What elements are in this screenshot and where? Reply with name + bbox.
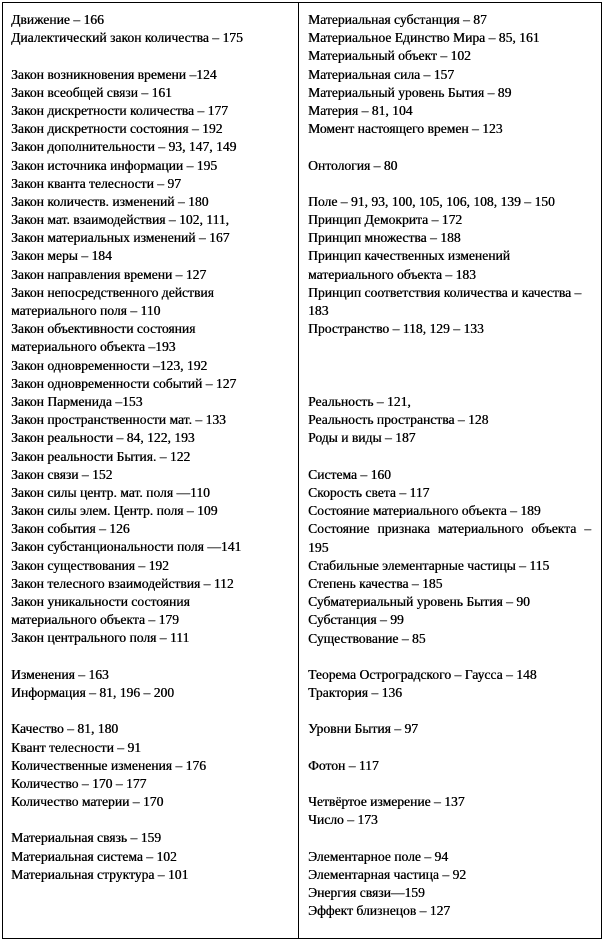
- index-entry: Материальная сила – 157: [308, 66, 455, 82]
- index-entry: Роды и виды – 187: [308, 430, 416, 446]
- index-entry: Степень качества – 185: [308, 575, 443, 591]
- index-entry: Субматериальный уровень Бытия – 90: [308, 594, 530, 610]
- index-entry: Принцип качественных изменений материального объекта – 183: [308, 248, 510, 282]
- index-group-e: [308, 848, 591, 921]
- index-entry: Закон направления времени – 127: [11, 266, 207, 282]
- index-entry: Диалектический закон количества – 175: [11, 30, 243, 46]
- index-entry: Квант телесности – 91: [11, 739, 141, 755]
- index-entry: Закон источника информации – 195: [11, 157, 218, 173]
- index-group-m: [11, 829, 284, 884]
- index-entry: Закон телесного взаимодействия – 112: [11, 575, 234, 591]
- index-entry: Материальный объект – 102: [308, 48, 471, 64]
- index-group-r: [308, 393, 591, 448]
- index-entry: Изменения – 163: [11, 666, 109, 682]
- index-entry: Онтология – 80: [308, 157, 398, 173]
- index-entry: Скорость света – 117: [308, 484, 430, 500]
- index-group-k: [11, 720, 284, 811]
- index-entry: Закон всеобщей связи – 161: [11, 84, 172, 100]
- index-entry: Элементарная частица – 92: [308, 866, 467, 882]
- index-entry: Информация – 81, 196 – 200: [11, 684, 174, 700]
- index-entry: Закон дискретности состояния – 192: [11, 121, 223, 137]
- index-entry: Материальная субстанция – 87: [308, 12, 487, 27]
- index-group-s: [308, 466, 591, 521]
- index-entry: Материя – 81, 104: [308, 102, 413, 118]
- index-entry: Уровни Бытия – 97: [308, 721, 418, 737]
- index-column-right: [299, 3, 601, 938]
- index-entry: Существование – 85: [308, 630, 426, 646]
- index-entry: Трактория – 136: [308, 685, 402, 701]
- index-table: [2, 2, 602, 939]
- index-entry: Закон материальных изменений – 167: [11, 230, 230, 246]
- index-entry: Закон непосредственного действия: [11, 284, 214, 300]
- index-group-ch: [308, 793, 591, 829]
- index-entry: Реальность – 121,: [308, 394, 411, 410]
- index-entry: Элементарное поле – 94: [308, 848, 449, 864]
- index-group-p-tail: [308, 320, 591, 338]
- index-group-p: [308, 211, 591, 247]
- index-entry: Закон пространственности мат. – 133: [11, 412, 226, 428]
- index-entry: материального объекта –193: [11, 339, 176, 355]
- index-entry: Закон Парменида –153: [11, 393, 143, 409]
- index-entry: Поле – 91, 93, 100, 105, 106, 108, 139 – 150: [308, 193, 555, 209]
- index-entry: Закон количеств. изменений – 180: [11, 193, 209, 209]
- index-entry: материального объекта – 179: [11, 612, 179, 628]
- index-group-o: [308, 157, 591, 175]
- index-entry: Субстанция – 99: [308, 612, 404, 628]
- index-entry: Фотон – 117: [308, 757, 379, 773]
- index-entry: Материальный уровень Бытия – 89: [308, 84, 512, 100]
- index-entry: Закон возникновения времени –124: [11, 66, 217, 82]
- index-entry: Закон дискретности количества – 177: [11, 102, 228, 118]
- index-entry: Материальная связь – 159: [11, 830, 161, 846]
- index-entry: Стабильные элементарные частицы – 115: [308, 557, 550, 573]
- index-group-i: [11, 666, 284, 702]
- index-entry: Система – 160: [308, 466, 391, 482]
- index-entry: Закон связи – 152: [11, 466, 113, 482]
- index-entry: Закон субстанциональности поля —141: [11, 539, 242, 555]
- index-entry: Закон существования – 192: [11, 557, 169, 573]
- index-entry: Число – 173: [308, 812, 378, 828]
- index-entry: Материальная система – 102: [11, 848, 177, 864]
- index-entry: Количество материи – 170: [11, 794, 164, 810]
- index-column-left: [3, 3, 299, 938]
- index-entry: Материальное Единство Мира – 85, 161: [308, 30, 540, 46]
- index-group-f: [308, 757, 591, 775]
- index-entry: Закон уникальности состояния: [11, 594, 190, 610]
- index-entry: Принцип множества – 188: [308, 230, 461, 246]
- index-entry: Закон центрального поля – 111: [11, 630, 190, 646]
- index-entry: Закон мат. взаимодействия – 102, 111,: [11, 212, 229, 228]
- index-entry: Закон реальности – 84, 122, 193: [11, 430, 195, 446]
- index-group-u: [308, 720, 591, 738]
- index-entry: Пространство – 118, 129 – 133: [308, 321, 484, 337]
- index-entry: Закон кванта телесности – 97: [11, 175, 181, 191]
- index-entry: Движение – 166: [11, 12, 104, 27]
- index-entry: Закон реальности Бытия. – 122: [11, 448, 191, 464]
- index-entry: Четвёртое измерение – 137: [308, 794, 465, 810]
- index-entry: Энергия связи—159: [308, 885, 425, 901]
- index-entry: Реальность пространства – 128: [308, 412, 489, 428]
- index-entry: Момент настоящего времен – 123: [308, 121, 503, 137]
- index-group-zakon: [11, 66, 284, 648]
- index-entry: Состояние материального объекта – 189: [308, 503, 541, 519]
- index-group-t: [308, 666, 591, 702]
- index-entry: Закон силы элем. Центр. поля – 109: [11, 503, 218, 519]
- index-entry: Качество – 81, 180: [11, 721, 119, 737]
- index-entry: Принцип Демокрита – 172: [308, 212, 463, 228]
- index-entry: Закон силы центр. мат. поля —110: [11, 484, 210, 500]
- index-entry: Закон объективности состояния: [11, 321, 196, 337]
- index-group-material: [308, 11, 591, 138]
- index-entry: Закон одновременности событий – 127: [11, 375, 237, 391]
- index-entry: Теорема Остроградского – Гаусса – 148: [308, 666, 537, 682]
- index-entry: Закон дополнительности – 93, 147, 149: [11, 139, 237, 155]
- index-entry: Закон события – 126: [11, 521, 130, 537]
- index-entry: материального поля – 110: [11, 303, 161, 319]
- index-entry: Принцип соответствия количества и качества – 183: [308, 284, 582, 319]
- index-entry: Количественные изменения – 176: [11, 757, 206, 773]
- index-entry: Эффект близнецов – 127: [308, 903, 451, 919]
- index-entry: Закон меры – 184: [11, 248, 112, 264]
- index-group-s-tail: [308, 557, 591, 648]
- index-entry: Материальная структура – 101: [11, 866, 189, 882]
- index-entry: Количество – 170 – 177: [11, 775, 147, 791]
- index-entry: Состояние признака материального объекта – 195: [308, 521, 591, 555]
- index-entry: Закон одновременности –123, 192: [11, 357, 208, 373]
